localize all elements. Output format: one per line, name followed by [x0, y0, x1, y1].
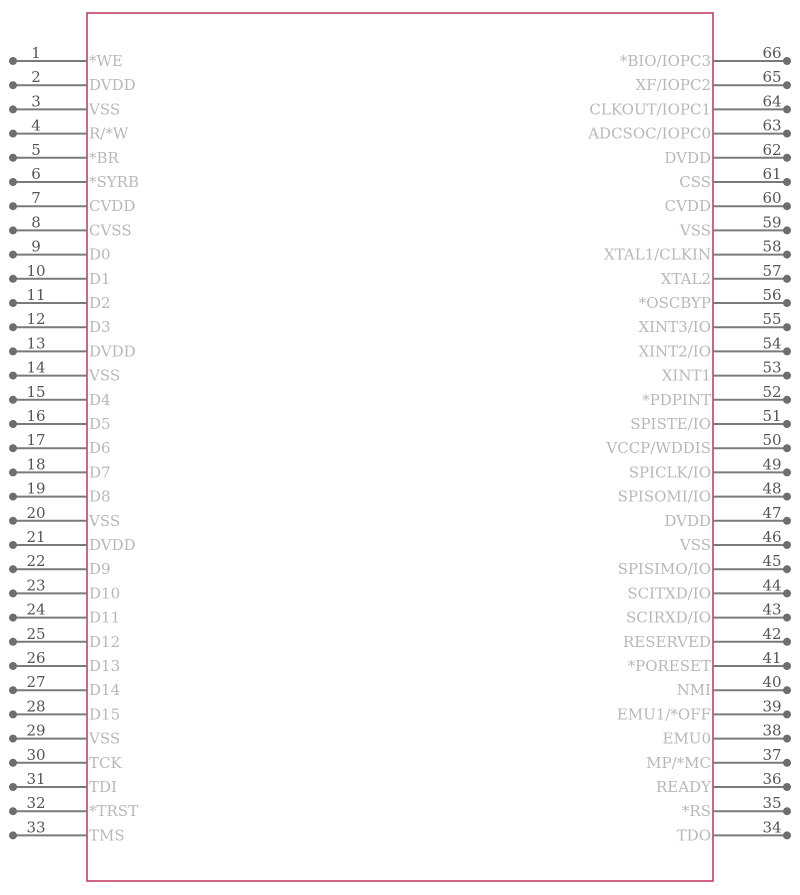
right-pin-60	[665, 189, 791, 215]
pin-number: 17	[26, 431, 46, 450]
pin-number: 20	[26, 503, 46, 522]
right-pin-44	[627, 576, 791, 602]
left-pin-19	[9, 480, 111, 506]
right-pin-42	[623, 625, 791, 651]
pin-name: TMS	[89, 826, 125, 845]
pin-name: DVDD	[664, 511, 711, 530]
pin-end-dot	[783, 372, 791, 380]
pin-name: SPICLK/IO	[628, 463, 711, 482]
pin-number: 10	[26, 261, 46, 280]
pin-name: XINT3/IO	[638, 318, 711, 337]
pin-name: D9	[89, 560, 111, 579]
pin-number: 56	[762, 286, 782, 304]
pin-number: 44	[762, 576, 782, 595]
pin-name: XF/IOPC2	[635, 76, 711, 95]
right-pin-47	[664, 504, 791, 530]
pin-number: 7	[31, 189, 41, 208]
pin-name: *BIO/IOPC3	[619, 52, 711, 70]
pin-number: 28	[26, 697, 46, 716]
pin-end-dot	[783, 686, 791, 694]
pin-name: TDO	[676, 826, 711, 845]
left-pin-29	[9, 722, 120, 748]
pin-end-dot	[783, 105, 791, 113]
left-pin-33	[9, 818, 125, 844]
pin-name: XINT2/IO	[638, 342, 711, 361]
pin-name: SPISIMO/IO	[617, 560, 711, 579]
pin-name: D3	[89, 318, 111, 337]
pin-end-dot	[9, 57, 17, 65]
pin-end-dot	[783, 759, 791, 767]
pin-number: 43	[762, 600, 782, 619]
pin-name: XINT1	[661, 366, 711, 385]
pin-end-dot	[9, 783, 17, 791]
pin-end-dot	[9, 662, 17, 670]
pin-name: VSS	[89, 100, 121, 119]
pin-name: D10	[89, 584, 121, 603]
pin-name: DVDD	[664, 148, 711, 167]
pin-end-dot	[783, 493, 791, 501]
pin-name: D1	[89, 269, 111, 288]
pin-number: 63	[762, 116, 782, 135]
pin-number: 62	[762, 140, 782, 159]
right-pin-45	[618, 552, 791, 578]
pin-number: 59	[762, 213, 782, 232]
pin-number: 26	[26, 649, 46, 667]
pin-number: 27	[26, 673, 46, 692]
left-pin-11	[9, 286, 111, 312]
pin-number: 57	[762, 261, 782, 280]
pin-name: DVDD	[89, 76, 136, 95]
pin-number: 35	[762, 794, 782, 813]
left-pin-18	[9, 455, 111, 481]
pin-number: 30	[26, 745, 46, 764]
pin-end-dot	[783, 226, 791, 234]
left-pin-24	[9, 601, 120, 627]
pin-end-dot	[783, 735, 791, 743]
pin-end-dot	[9, 735, 17, 743]
pin-end-dot	[783, 565, 791, 573]
left-pin-21	[9, 528, 136, 554]
left-pin-1	[9, 44, 123, 70]
pin-end-dot	[783, 202, 791, 210]
pin-number: 4	[31, 116, 41, 135]
pin-end-dot	[783, 130, 791, 138]
pin-name: D13	[89, 657, 121, 675]
left-pin-31	[9, 770, 117, 796]
pin-name: VCCP/WDDIS	[606, 439, 711, 458]
pin-number: 34	[762, 818, 782, 837]
right-pin-62	[664, 141, 791, 167]
pin-name: EMU0	[662, 729, 711, 748]
pin-number: 65	[762, 68, 782, 87]
pin-end-dot	[783, 81, 791, 89]
left-pin-27	[9, 673, 120, 699]
right-pin-37	[646, 746, 791, 772]
pin-number: 46	[762, 528, 782, 546]
pin-name: *PDPINT	[642, 390, 711, 409]
pin-number: 6	[31, 165, 41, 183]
pin-name: NMI	[676, 681, 711, 700]
right-pin-56	[639, 286, 791, 312]
pin-number: 54	[762, 334, 782, 353]
left-pin-23	[9, 576, 120, 602]
pin-number: 21	[26, 528, 46, 546]
right-pin-51	[630, 407, 791, 433]
pin-name: CSS	[679, 173, 711, 191]
pin-end-dot	[9, 686, 17, 694]
right-pin-39	[617, 697, 791, 723]
pin-end-dot	[783, 589, 791, 597]
pin-end-dot	[783, 420, 791, 428]
right-pin-36	[656, 770, 791, 796]
right-pin-35	[682, 794, 791, 820]
pin-number: 40	[762, 673, 782, 692]
pin-name: VSS	[679, 221, 711, 240]
pin-end-dot	[783, 638, 791, 646]
right-pin-38	[663, 722, 792, 748]
pin-number: 55	[762, 310, 782, 329]
pin-number: 14	[26, 358, 46, 377]
pin-name: SCITXD/IO	[627, 584, 711, 603]
left-pin-8	[9, 213, 132, 239]
left-pin-group	[9, 44, 139, 844]
left-pin-9	[9, 238, 111, 264]
pin-name: D6	[89, 439, 111, 458]
pin-end-dot	[9, 347, 17, 355]
pin-end-dot	[9, 807, 17, 815]
pin-number: 66	[762, 44, 782, 62]
pin-number: 50	[762, 431, 782, 450]
pin-end-dot	[783, 275, 791, 283]
pin-name: DVDD	[89, 342, 136, 361]
pin-number: 64	[762, 92, 782, 111]
right-pin-66	[620, 44, 791, 70]
pin-number: 45	[762, 552, 782, 571]
right-pin-41	[628, 649, 791, 675]
pin-end-dot	[783, 710, 791, 718]
pin-number: 23	[26, 576, 46, 595]
pin-number: 8	[31, 213, 41, 232]
pin-name: EMU1/*OFF	[616, 705, 711, 724]
pin-end-dot	[783, 396, 791, 404]
pin-name: *WE	[89, 52, 123, 70]
pin-end-dot	[9, 589, 17, 597]
left-pin-13	[9, 334, 136, 360]
pin-end-dot	[9, 396, 17, 404]
pin-number: 5	[31, 140, 41, 159]
pin-number: 1	[31, 44, 41, 62]
pin-end-dot	[783, 299, 791, 307]
pin-name: D11	[89, 608, 121, 627]
left-pin-32	[9, 794, 138, 820]
pin-number: 13	[26, 334, 46, 353]
pin-name: *SYRB	[89, 173, 139, 191]
right-pin-50	[605, 431, 791, 457]
left-pin-6	[9, 165, 139, 191]
pin-name: RESERVED	[622, 632, 711, 651]
pin-number: 32	[26, 794, 46, 813]
pin-number: 22	[26, 552, 46, 571]
pin-end-dot	[9, 372, 17, 380]
pin-name: *OSCBYP	[638, 294, 711, 312]
pin-number: 47	[762, 503, 782, 522]
pin-number: 37	[762, 745, 782, 764]
pin-end-dot	[9, 565, 17, 573]
pin-end-dot	[9, 130, 17, 138]
pin-end-dot	[783, 541, 791, 549]
pin-name: TDI	[89, 778, 117, 796]
pin-number: 52	[762, 382, 782, 401]
right-pin-64	[589, 92, 791, 118]
pin-number: 60	[762, 189, 782, 208]
pin-end-dot	[9, 614, 17, 622]
pin-end-dot	[9, 323, 17, 331]
pin-name: READY	[655, 778, 711, 796]
right-pin-52	[642, 383, 791, 409]
pin-name: D12	[89, 632, 121, 651]
right-pin-43	[626, 601, 791, 627]
pin-name: R/*W	[89, 124, 129, 143]
left-pin-3	[9, 92, 120, 118]
pin-end-dot	[783, 154, 791, 162]
pin-name: VSS	[679, 536, 711, 554]
pin-number: 3	[31, 92, 41, 111]
pin-name: *RS	[681, 802, 711, 821]
pin-end-dot	[9, 178, 17, 186]
pin-number: 19	[26, 479, 46, 498]
pin-number: 2	[31, 68, 41, 87]
pin-name: VSS	[89, 511, 121, 530]
pin-end-dot	[783, 347, 791, 355]
pin-number: 49	[762, 455, 782, 474]
pin-number: 33	[26, 818, 46, 837]
right-pin-40	[677, 673, 791, 699]
pin-end-dot	[783, 178, 791, 186]
pin-name: D0	[89, 245, 111, 264]
pin-number: 61	[762, 165, 782, 183]
pin-number: 15	[26, 382, 46, 401]
pin-name: D14	[89, 681, 121, 700]
pin-end-dot	[9, 420, 17, 428]
pin-number: 38	[762, 721, 782, 740]
pin-end-dot	[9, 468, 17, 476]
pin-end-dot	[9, 154, 17, 162]
pin-name: *PORESET	[627, 657, 711, 675]
pin-end-dot	[783, 468, 791, 476]
left-pin-26	[9, 649, 120, 675]
pin-end-dot	[783, 517, 791, 525]
right-pin-53	[662, 359, 791, 385]
pin-end-dot	[783, 614, 791, 622]
pin-name: CVSS	[89, 221, 132, 240]
left-pin-12	[9, 310, 111, 336]
right-pin-48	[618, 480, 791, 506]
pin-number: 12	[26, 310, 46, 329]
pin-end-dot	[783, 662, 791, 670]
pin-name: TCK	[89, 753, 122, 772]
pin-number: 41	[762, 649, 782, 667]
right-pin-54	[638, 334, 791, 360]
right-pin-46	[679, 528, 791, 554]
pin-number: 42	[762, 624, 782, 643]
pin-name: CLKOUT/IOPC1	[589, 100, 711, 119]
pin-number: 9	[31, 237, 41, 256]
pin-end-dot	[783, 57, 791, 65]
pin-end-dot	[9, 81, 17, 89]
pin-end-dot	[9, 251, 17, 259]
pin-name: VSS	[89, 366, 121, 385]
right-pin-group	[587, 44, 791, 844]
left-pin-7	[9, 189, 135, 215]
pin-name: D5	[89, 415, 111, 433]
pin-end-dot	[9, 710, 17, 718]
pin-name: ADCSOC/IOPC0	[588, 124, 711, 143]
pin-end-dot	[9, 444, 17, 452]
pin-name: D7	[89, 463, 111, 482]
pin-name: MP/*MC	[646, 753, 711, 772]
left-pin-22	[9, 552, 111, 578]
right-pin-57	[661, 262, 791, 288]
pin-name: DVDD	[89, 536, 136, 554]
pin-name: SPISTE/IO	[630, 415, 711, 433]
pin-number: 39	[762, 697, 782, 716]
pin-number: 18	[26, 455, 46, 474]
left-pin-28	[9, 697, 120, 723]
left-pin-15	[9, 383, 111, 409]
right-pin-63	[587, 117, 791, 143]
pin-number: 53	[762, 358, 782, 377]
pin-name: SPISOMI/IO	[617, 487, 711, 506]
pin-name: D2	[89, 294, 111, 312]
pin-end-dot	[783, 323, 791, 331]
pin-name: VSS	[89, 729, 121, 748]
pin-end-dot	[9, 517, 17, 525]
pin-number: 36	[762, 770, 782, 788]
pin-end-dot	[9, 275, 17, 283]
left-pin-20	[9, 504, 120, 530]
pin-number: 16	[26, 407, 46, 425]
right-pin-58	[604, 238, 791, 264]
left-pin-25	[9, 625, 120, 651]
right-pin-55	[638, 310, 791, 336]
pin-end-dot	[9, 226, 17, 234]
pin-number: 24	[26, 600, 46, 619]
pin-name: D15	[89, 705, 121, 724]
pin-end-dot	[783, 807, 791, 815]
pin-end-dot	[9, 831, 17, 839]
pin-end-dot	[9, 299, 17, 307]
left-pin-4	[9, 117, 129, 143]
pin-number: 31	[26, 770, 46, 788]
pin-name: D8	[89, 487, 111, 506]
pin-name: D4	[89, 390, 111, 409]
left-pin-17	[9, 431, 111, 457]
right-pin-59	[679, 213, 791, 239]
pin-number: 25	[26, 624, 46, 643]
pin-end-dot	[9, 202, 17, 210]
right-pin-49	[629, 455, 791, 481]
pin-number: 48	[762, 479, 782, 498]
pin-name: CVDD	[664, 197, 711, 216]
pin-name: XTAL2	[660, 269, 711, 288]
pin-end-dot	[9, 493, 17, 501]
pin-end-dot	[9, 541, 17, 549]
pin-name: *TRST	[89, 802, 139, 821]
left-pin-16	[9, 407, 111, 433]
pin-number: 29	[26, 721, 46, 740]
pin-end-dot	[783, 251, 791, 259]
pin-end-dot	[9, 638, 17, 646]
left-pin-14	[9, 359, 120, 385]
pin-end-dot	[783, 831, 791, 839]
pin-end-dot	[9, 105, 17, 113]
left-pin-30	[9, 746, 122, 772]
pin-end-dot	[783, 444, 791, 452]
left-pin-10	[9, 262, 111, 288]
pin-end-dot	[783, 783, 791, 791]
pin-number: 58	[762, 237, 782, 256]
pin-number: 51	[762, 407, 782, 425]
pin-end-dot	[9, 759, 17, 767]
pin-name: XTAL1/CLKIN	[604, 245, 711, 264]
left-pin-5	[9, 141, 120, 167]
right-pin-34	[677, 818, 791, 844]
pin-name: CVDD	[89, 197, 136, 216]
right-pin-61	[679, 165, 791, 191]
pin-number: 11	[26, 286, 46, 304]
left-pin-2	[9, 68, 136, 94]
pin-name: *BR	[89, 148, 119, 167]
pin-name: SCIRXD/IO	[626, 608, 711, 627]
